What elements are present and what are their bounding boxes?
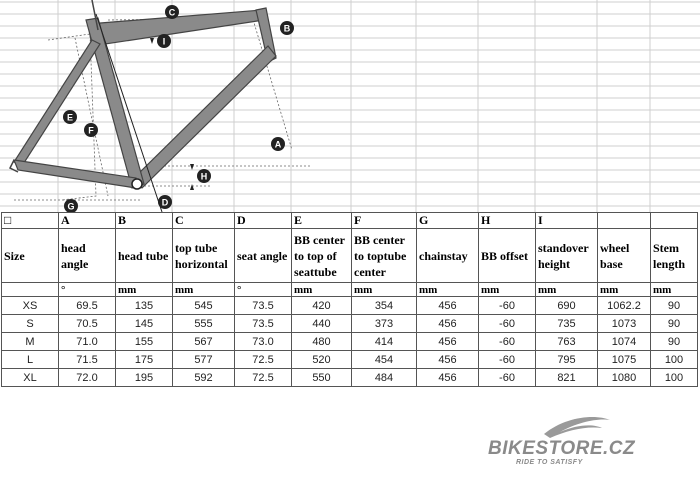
value-cell: 414 xyxy=(352,333,417,351)
column-header: BB center to top of seattube xyxy=(292,229,352,283)
letter-row xyxy=(2,213,698,229)
value-cell: 155 xyxy=(116,333,173,351)
letter-cell: G xyxy=(417,213,479,229)
value-cell: 73.5 xyxy=(235,315,292,333)
marker-a xyxy=(271,137,285,151)
value-cell: 456 xyxy=(417,333,479,351)
header-row xyxy=(2,229,698,283)
svg-text:B: B xyxy=(283,23,291,34)
marker-b xyxy=(280,21,294,35)
size-cell: XS xyxy=(2,297,59,315)
corner-cell: □ xyxy=(2,213,59,229)
value-cell: 690 xyxy=(536,297,598,315)
column-header: standover height xyxy=(536,229,598,283)
value-cell: 100 xyxy=(651,351,698,369)
bikestore-logo xyxy=(486,412,666,468)
table-row xyxy=(2,297,698,315)
logo-name: BIKESTORE.CZ xyxy=(488,438,636,459)
size-cell: S xyxy=(2,315,59,333)
table-row xyxy=(2,333,698,351)
svg-text:G: G xyxy=(67,201,75,212)
column-header: chainstay xyxy=(417,229,479,283)
letter-cell: C xyxy=(173,213,235,229)
unit-cell: mm xyxy=(116,283,173,297)
value-cell: 135 xyxy=(116,297,173,315)
value-cell: 100 xyxy=(651,369,698,387)
value-cell: 373 xyxy=(352,315,417,333)
size-header: Size xyxy=(2,229,59,283)
value-cell: 90 xyxy=(651,333,698,351)
frame-geometry-diagram xyxy=(0,0,700,212)
letter-cell: A xyxy=(59,213,116,229)
value-cell: 354 xyxy=(352,297,417,315)
value-cell: 735 xyxy=(536,315,598,333)
letter-cell: E xyxy=(292,213,352,229)
value-cell: 545 xyxy=(173,297,235,315)
svg-text:E: E xyxy=(66,112,74,123)
value-cell: 1080 xyxy=(598,369,651,387)
value-cell: 420 xyxy=(292,297,352,315)
value-cell: 90 xyxy=(651,315,698,333)
unit-cell: mm xyxy=(598,283,651,297)
letter-cell xyxy=(598,213,651,229)
svg-text:D: D xyxy=(161,197,169,208)
value-cell: 520 xyxy=(292,351,352,369)
value-cell: 71.5 xyxy=(59,351,116,369)
value-cell: 73.0 xyxy=(235,333,292,351)
letter-cell: F xyxy=(352,213,417,229)
column-header: wheel base xyxy=(598,229,651,283)
value-cell: 71.0 xyxy=(59,333,116,351)
value-cell: 195 xyxy=(116,369,173,387)
value-cell: -60 xyxy=(479,333,536,351)
value-cell: 456 xyxy=(417,297,479,315)
value-cell: 484 xyxy=(352,369,417,387)
column-header: top tube horizontal xyxy=(173,229,235,283)
letter-cell: I xyxy=(536,213,598,229)
value-cell: 72.5 xyxy=(235,369,292,387)
seat-stay xyxy=(14,40,100,166)
marker-e xyxy=(63,110,77,124)
svg-text:F: F xyxy=(88,125,94,136)
value-cell: -60 xyxy=(479,351,536,369)
value-cell: 821 xyxy=(536,369,598,387)
unit-cell: ° xyxy=(235,283,292,297)
letter-cell: H xyxy=(479,213,536,229)
unit-cell: mm xyxy=(479,283,536,297)
value-cell: 1074 xyxy=(598,333,651,351)
value-cell: 577 xyxy=(173,351,235,369)
value-cell: 550 xyxy=(292,369,352,387)
bottom-bracket xyxy=(132,179,142,189)
column-header: Stem length xyxy=(651,229,698,283)
geometry-table xyxy=(1,212,698,387)
units-row xyxy=(2,283,698,297)
svg-text:A: A xyxy=(274,139,282,150)
unit-cell: mm xyxy=(417,283,479,297)
logo-tagline: RIDE TO SATISFY xyxy=(516,459,583,466)
value-cell: 456 xyxy=(417,351,479,369)
unit-cell xyxy=(2,283,59,297)
marker-i xyxy=(157,34,171,48)
value-cell: 69.5 xyxy=(59,297,116,315)
size-cell: L xyxy=(2,351,59,369)
value-cell: 72.5 xyxy=(235,351,292,369)
size-cell: M xyxy=(2,333,59,351)
value-cell: 567 xyxy=(173,333,235,351)
marker-g xyxy=(64,199,78,212)
value-cell: -60 xyxy=(479,369,536,387)
unit-cell: mm xyxy=(651,283,698,297)
value-cell: 480 xyxy=(292,333,352,351)
value-cell: 1073 xyxy=(598,315,651,333)
value-cell: 72.0 xyxy=(59,369,116,387)
letter-cell: B xyxy=(116,213,173,229)
svg-text:H: H xyxy=(200,171,208,182)
column-header: head tube xyxy=(116,229,173,283)
marker-c xyxy=(165,5,179,19)
value-cell: 145 xyxy=(116,315,173,333)
value-cell: -60 xyxy=(479,315,536,333)
size-cell: XL xyxy=(2,369,59,387)
value-cell: 175 xyxy=(116,351,173,369)
letter-cell: D xyxy=(235,213,292,229)
unit-cell: mm xyxy=(352,283,417,297)
table-row xyxy=(2,369,698,387)
value-cell: 456 xyxy=(417,369,479,387)
down-tube xyxy=(132,46,276,188)
value-cell: 1075 xyxy=(598,351,651,369)
value-cell: 1062.2 xyxy=(598,297,651,315)
value-cell: 795 xyxy=(536,351,598,369)
value-cell: 456 xyxy=(417,315,479,333)
unit-cell: mm xyxy=(536,283,598,297)
unit-cell: mm xyxy=(173,283,235,297)
value-cell: 763 xyxy=(536,333,598,351)
unit-cell: mm xyxy=(292,283,352,297)
value-cell: 440 xyxy=(292,315,352,333)
column-header: head angle xyxy=(59,229,116,283)
value-cell: 70.5 xyxy=(59,315,116,333)
value-cell: 73.5 xyxy=(235,297,292,315)
value-cell: -60 xyxy=(479,297,536,315)
table-row xyxy=(2,351,698,369)
svg-text:I: I xyxy=(162,36,166,47)
marker-h xyxy=(197,169,211,183)
value-cell: 555 xyxy=(173,315,235,333)
column-header: seat angle xyxy=(235,229,292,283)
svg-text:C: C xyxy=(168,7,176,18)
column-header: BB center to toptube center xyxy=(352,229,417,283)
unit-cell: ° xyxy=(59,283,116,297)
column-header: BB offset xyxy=(479,229,536,283)
value-cell: 592 xyxy=(173,369,235,387)
letter-cell xyxy=(651,213,698,229)
value-cell: 90 xyxy=(651,297,698,315)
logo-swoosh-icon xyxy=(544,417,610,438)
chain-stay xyxy=(14,160,136,188)
marker-f xyxy=(84,123,98,137)
table-row xyxy=(2,315,698,333)
value-cell: 454 xyxy=(352,351,417,369)
marker-d xyxy=(158,195,172,209)
